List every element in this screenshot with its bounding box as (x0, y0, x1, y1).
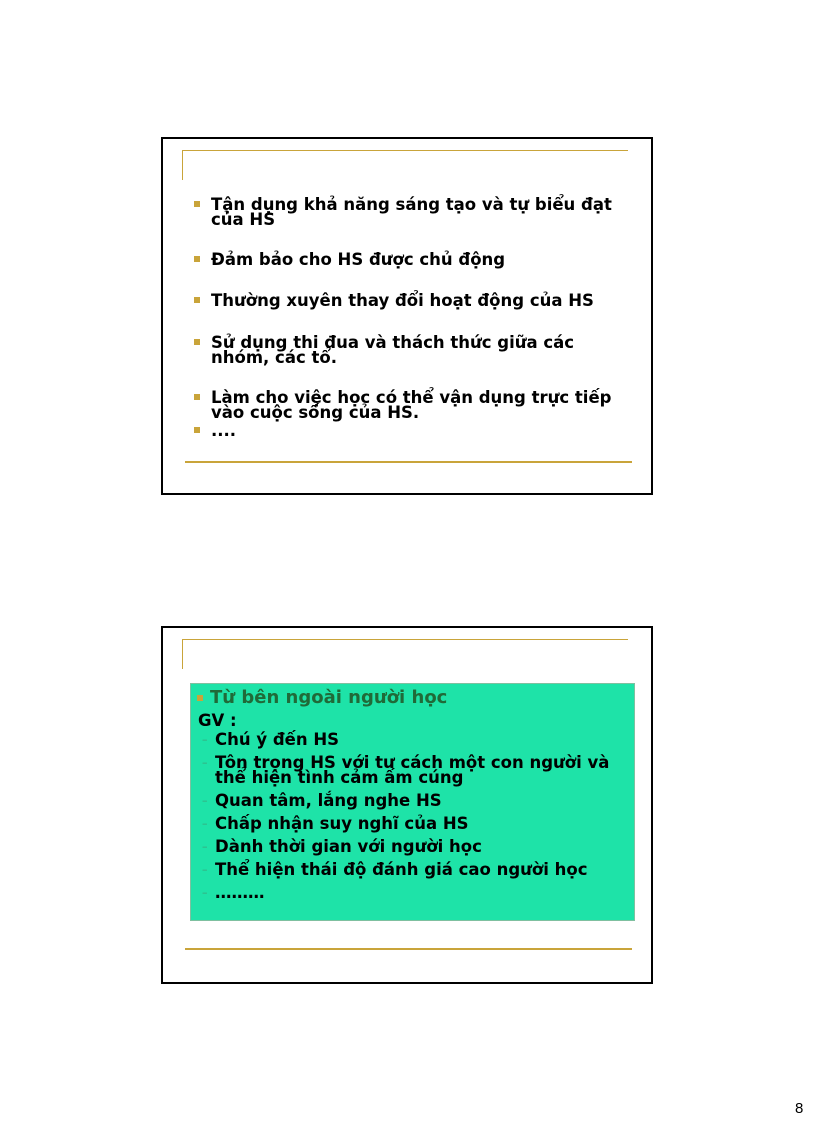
dash-bullet-icon: – (202, 840, 208, 853)
bullet-item: Làm cho việc học có thể vận dụng trực tiếp vào cuộc sống của HS. (193, 390, 633, 420)
box-heading: Từ bên ngoài người học (197, 687, 447, 708)
slide-2-bottom-rule (185, 948, 632, 950)
list-item: – Chấp nhận suy nghĩ của HS (202, 814, 469, 833)
dash-bullet-icon: – (202, 794, 208, 807)
dash-bullet-icon: – (202, 863, 208, 876)
square-bullet-icon (194, 394, 200, 400)
dash-bullet-icon: – (202, 817, 208, 830)
dash-bullet-icon: – (202, 886, 208, 899)
square-bullet-icon (197, 695, 203, 701)
list-item: – ……… (202, 883, 265, 902)
bullet-item: Thường xuyên thay đổi hoạt động của HS (193, 293, 633, 308)
square-bullet-icon (194, 256, 200, 262)
gv-label: GV : (198, 711, 237, 730)
slide-2 (161, 626, 653, 984)
page-number: 8 (795, 1100, 804, 1117)
square-bullet-icon (194, 297, 200, 303)
highlight-box (190, 683, 635, 921)
square-bullet-icon (194, 201, 200, 207)
slide-1-bullet-list (193, 197, 633, 438)
list-item: – Chú ý đến HS (202, 730, 340, 749)
gv-item-list (201, 732, 631, 900)
square-bullet-icon (194, 339, 200, 345)
square-bullet-icon (194, 427, 200, 433)
slide-2-top-decoration (182, 639, 628, 669)
list-item: – Dành thời gian với người học (202, 837, 482, 856)
slide-1-bottom-rule (185, 461, 632, 463)
bullet-item: .... (193, 423, 633, 438)
slide-1-top-decoration (182, 150, 628, 180)
dash-bullet-icon: – (202, 756, 208, 769)
dash-bullet-icon: – (202, 733, 208, 746)
list-item: – Thể hiện thái độ đánh giá cao người học (202, 860, 588, 879)
bullet-item: Tận dụng khả năng sáng tạo và tự biểu đạt của HS (193, 197, 633, 227)
slide-1 (161, 137, 653, 495)
bullet-item: Đảm bảo cho HS được chủ động (193, 252, 633, 267)
list-item: – Quan tâm, lắng nghe HS (202, 791, 442, 810)
bullet-item: Sử dụng thi đua và thách thức giữa các nhóm, các tổ. (193, 335, 633, 365)
list-item: – Tôn trọng HS với tư cách một con người và thể hiện tình cảm ấm cúng (202, 753, 610, 787)
